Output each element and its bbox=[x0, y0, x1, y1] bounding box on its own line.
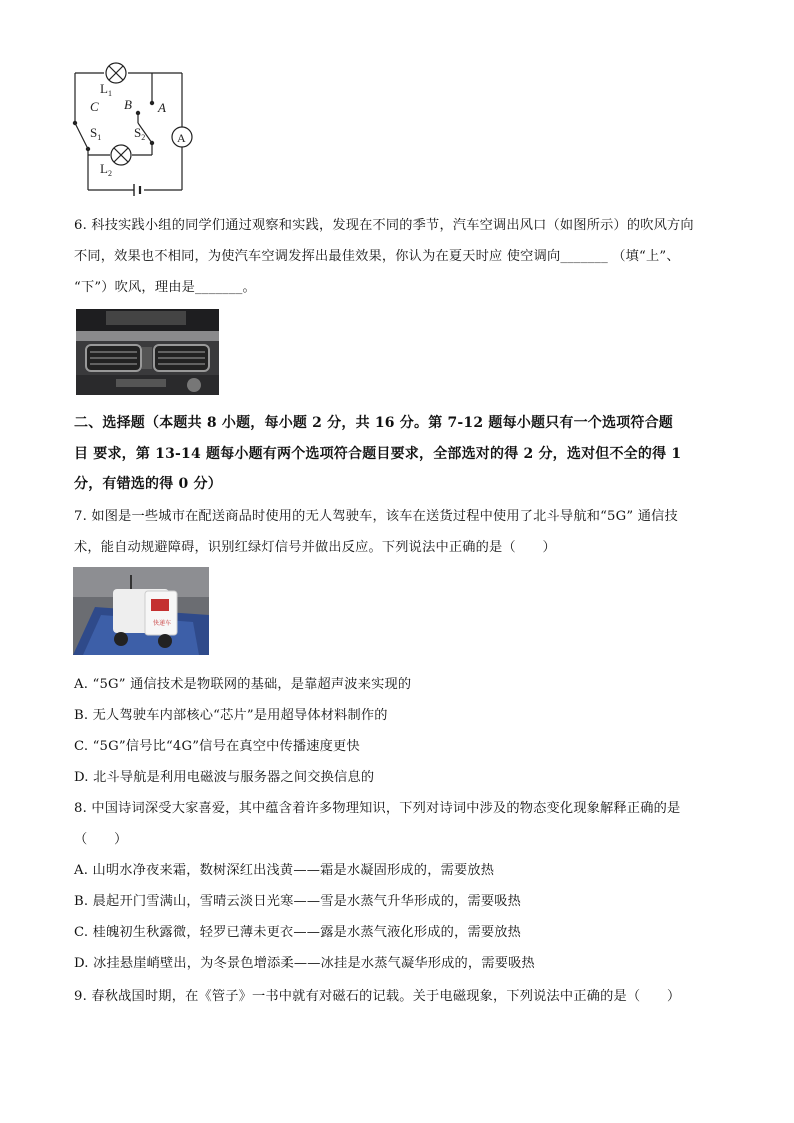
q9-line1: 9. 春秋战国时期，在《管子》一书中就有对磁石的记载。关于电磁现象，下列说法中正确的是（ ） bbox=[74, 989, 681, 1004]
label-L2: $L_2$ bbox=[100, 161, 112, 178]
q7-option-d: D. 北斗导航是利用电磁波与服务器之间交换信息的 bbox=[74, 770, 375, 785]
label-A: A bbox=[158, 100, 166, 115]
q7-option-c: C. “5G”信号比“4G”信号在真空中传播速度更快 bbox=[74, 739, 360, 754]
q6-line1: 6. 科技实践小组的同学们通过观察和实践，发现在不同的季节，汽车空调出风口（如图所示）的吹风方向 bbox=[74, 218, 694, 233]
q8-option-a: A. 山明水净夜来霜，数树深红出浅黄——霜是水凝固形成的，需要放热 bbox=[74, 863, 495, 878]
car-vent-photo bbox=[76, 309, 219, 395]
q7-line2: 术，能自动规避障碍，识别红绿灯信号并做出反应。下列说法中正确的是（ ） bbox=[74, 540, 556, 555]
q8-option-c: C. 桂魄初生秋露微，轻罗已薄未更衣——露是水蒸气液化形成的，需要放热 bbox=[74, 925, 522, 940]
label-S2: $S_2$ bbox=[134, 125, 146, 142]
section2-line3: 分，有错选的得 0 分） bbox=[74, 476, 222, 492]
q6-line2: 不同，效果也不相同，为使汽车空调发挥出最佳效果，你认为在夏天时应 使空调向_______ （填“上”、 bbox=[74, 249, 680, 264]
label-C: C bbox=[90, 99, 99, 114]
label-L1: $L_1$ bbox=[100, 81, 112, 98]
q7-option-a: A. “5G” 通信技术是物联网的基础，是靠超声波来实现的 bbox=[74, 677, 412, 692]
q7-option-b: B. 无人驾驶车内部核心“芯片”是用超导体材料制作的 bbox=[74, 708, 388, 723]
ammeter-label: A bbox=[177, 131, 186, 145]
delivery-vehicle-photo bbox=[73, 567, 209, 655]
q7-line1: 7. 如图是一些城市在配送商品时使用的无人驾驶车，该车在送货过程中使用了北斗导航和“5G” 通信技 bbox=[74, 509, 678, 524]
label-B: B bbox=[124, 97, 132, 112]
circuit-diagram bbox=[60, 55, 200, 205]
q8-line2: （ ） bbox=[74, 832, 128, 847]
section2-line1: 二、选择题（本题共 8 小题，每小题 2 分，共 16 分。第 7-12 题每小题只有一个选项符合题 bbox=[74, 415, 673, 431]
section2-line2: 目 要求，第 13-14 题每小题有两个选项符合题目要求，全部选对的得 2 分，选对但不全的得 1 bbox=[74, 446, 682, 462]
q6-line3: “下”）吹风，理由是_______。 bbox=[74, 280, 256, 295]
label-S1: $S_1$ bbox=[90, 125, 102, 142]
q8-option-b: B. 晨起开门雪满山，雪晴云淡日光寒——雪是水蒸气升华形成的，需要吸热 bbox=[74, 894, 522, 909]
q8-line1: 8. 中国诗词深受大家喜爱，其中蕴含着许多物理知识，下列对诗词中涉及的物态变化现象解释正确的是 bbox=[74, 801, 681, 816]
q8-option-d: D. 冰挂悬崖峭壁出，为冬景色增添柔——冰挂是水蒸气凝华形成的，需要吸热 bbox=[74, 956, 535, 971]
vehicle-sign-text: 快递车 bbox=[153, 620, 172, 627]
